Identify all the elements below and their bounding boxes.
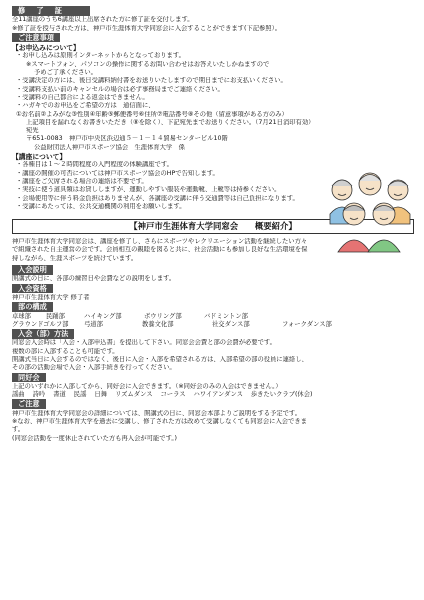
circle-item: コーラス xyxy=(160,391,186,399)
join-timing-header: 入会説明 xyxy=(12,265,53,275)
clubs-row-2 xyxy=(12,321,414,329)
clubs-row-1 xyxy=(12,313,414,321)
join-method-line: 開講式当日に入会するのではなく、後日に入会・入部を希望される方は、入部希望の部の役員に連絡し、 xyxy=(12,355,308,363)
address-line: 公益財団法人神戸市スポーツ協会 生涯体育大学 係 xyxy=(34,143,185,151)
club-item: 卓球部 xyxy=(12,312,31,320)
circle-item: 民謡 xyxy=(73,391,87,399)
application-item: ・ハガキでのお申込をご希望の方は 通信面に、 xyxy=(16,102,155,110)
course-item: ・講座の開催の可否については神戸市スポーツ協会のHPで告知します。 xyxy=(16,169,219,177)
club-item: 弓道部 xyxy=(84,320,103,328)
circle-item: 書道 xyxy=(53,391,66,399)
certificate-line-2: ※修了証を授与された方は、神戸市生涯体育大学同窓会に入会することができます(下記参照）。 xyxy=(12,24,282,32)
certificate-line-1: 全11講座のうち6講座以上出席された方に修了証を交付します。 xyxy=(12,16,194,24)
join-timing-text: 開講式の日に、各部の練習日や会費などの説明をします。 xyxy=(12,275,176,283)
alumni-intro-line: 持しながら、生涯スポーツを続けています。 xyxy=(12,254,138,262)
circle-item: 日舞 xyxy=(94,391,107,399)
application-item: ・受講料の自己都合による返金はできません。 xyxy=(16,93,149,101)
circle-item: 詩吟 xyxy=(32,391,46,399)
application-item: ・お申し込みは原則インターネットからとなっております。 xyxy=(16,52,185,60)
notes-header: ご注意事項 xyxy=(12,33,60,43)
club-item: ボウリング部 xyxy=(144,312,182,320)
club-item: 教養文化部 xyxy=(142,320,174,328)
qualification-header: 入会資格 xyxy=(12,284,53,294)
clubs-header: 部の構成 xyxy=(12,302,53,312)
circle-item: リズムダンス xyxy=(114,391,153,399)
club-item: グラウンドゴルフ部 xyxy=(12,320,69,328)
notice-line: 神戸市生涯体育大学同窓会の詳細については、開講式の日に、同窓会本部よりご説明をする予定です。 xyxy=(12,409,302,417)
notice-line: (同窓会活動を一度休止されていた方も再入会が可能です。) xyxy=(12,434,177,442)
course-item: ・受講にあたっては、公共交通機関の利用をお願いします。 xyxy=(16,202,186,210)
circle-item: 歩きたいクラブ(休会) xyxy=(250,391,313,399)
course-item: ・講座をご欠席される場合の連絡は不要です。 xyxy=(16,177,148,185)
address-line: 〒651-0083 神戸市中央区浜辺通５－１－１４貿易センタービル10階 xyxy=(26,135,228,143)
notice-header: ご注意 xyxy=(12,399,46,409)
application-item: 上記項目を漏れなくお書きいただき（⑧を除く）、下記宛先までお送りください。（7月21日消印有効） xyxy=(26,118,315,126)
seniors-illustration xyxy=(324,168,416,254)
application-item: ①お名前②よみがな③性別④年齢⑤郵便番号⑥住所⑦電話番号⑧その他（留意事項がある方のみ） xyxy=(16,110,288,118)
club-item: 民踊部 xyxy=(46,312,65,320)
club-item: ハイキング部 xyxy=(84,312,122,320)
circle-item: 謡曲 xyxy=(12,391,25,399)
notice-line: す。 xyxy=(12,426,25,434)
application-item: ※スマートフォン、パソコンの操作に関するお問い合わせはお答えいたしかねますので xyxy=(26,60,270,68)
course-item: ・実技に使う道具類はお貸ししますが、運動しやすい服装や運動靴、上靴等は持参ください。 xyxy=(16,186,281,194)
notice-line: ※なお、神戸市生涯体育大学を過去に受講し、修了された方は改めて受講しなくても同窓会に入会できま xyxy=(12,418,307,426)
application-item: 宛先 xyxy=(26,127,39,135)
application-item: ・受講決定の方には、後日受講料納付書をお送りいたしますので期日までにお支払いください。 xyxy=(16,77,287,85)
alumni-intro-line: で組織された自主運営の会です。会員相互の親睦を図ると共に、社会活動にも参加し良好な生活環境を保 xyxy=(12,246,308,254)
join-method-header: 入会（部）方法 xyxy=(12,329,74,339)
circle-header: 同好会 xyxy=(12,373,46,383)
application-item: 予めご了承ください。 xyxy=(34,69,97,77)
qualification-text: 神戸市生涯体育大学 修了者 xyxy=(12,293,90,301)
course-item: ・各種目は１～２時間程度の入門程度の体験講座です。 xyxy=(16,161,173,169)
application-title: 【お申込みについて】 xyxy=(12,44,80,53)
circle-text: 上記のいずれかに入部してから、同好会に入会できます。（※同好会のみの入会はできません。） xyxy=(12,382,282,390)
club-item: フォークダンス部 xyxy=(282,320,332,328)
club-item: バドミントン部 xyxy=(204,312,248,320)
club-item: 社交ダンス部 xyxy=(212,320,250,328)
alumni-title: 【神戸市生涯体育大学同窓会 概要紹介】 xyxy=(12,219,414,234)
join-method-line: 複数の部に入部することも可能です。 xyxy=(12,347,119,355)
alumni-intro-line: 神戸市生涯体育大学同窓会は、講座を修了し、さらにスポーツやレクリエーション活動を継続したい方々 xyxy=(12,238,308,246)
certificate-header: 修 了 証 xyxy=(12,6,90,16)
circle-list xyxy=(12,391,414,399)
join-method-line: 同窓会入会時は「入会・入部申込書」を提出して下さい。同窓会会費と部の会費が必要です。 xyxy=(12,339,276,347)
course-item: ・会場使用等に伴う料金負担はありませんが、各講座の受講に伴う交通費等は自己負担になります。 xyxy=(16,194,299,202)
application-item: ・受講料支払い前のキャンセルの場合は必ず事務局までご連絡ください。 xyxy=(16,85,224,93)
course-title: 【講座について】 xyxy=(12,153,67,162)
circle-item: ハワイアンダンス xyxy=(193,391,243,399)
join-method-line: その部の活動会場で入会・入部手続きを行ってください。 xyxy=(12,364,176,372)
